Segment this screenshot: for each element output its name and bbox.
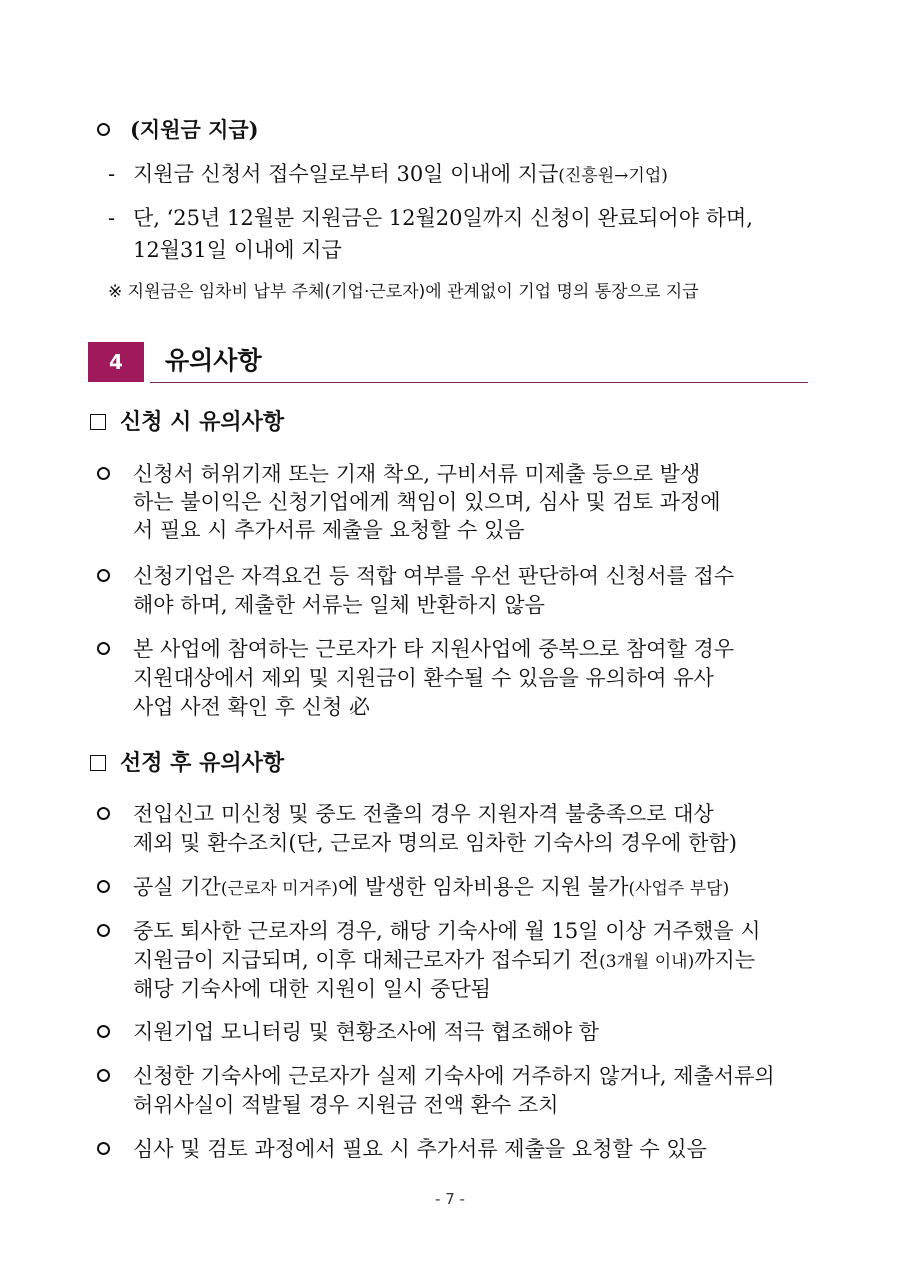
- payment-item-1: [133, 158, 668, 192]
- payment-title: (지원금 지급): [130, 117, 259, 142]
- bullet-circle-icon: [97, 123, 110, 136]
- after-item-2-prefix: 공실 기간: [133, 875, 221, 899]
- bullet-circle-icon: [97, 642, 110, 655]
- apply-item-2-line2: 해야 하며, 제출한 서류는 일체 반환하지 않음: [133, 593, 545, 617]
- after-item-5-line1: 신청한 기숙사에 근로자가 실제 기숙사에 거주하지 않거나, 제출서류의: [133, 1064, 775, 1088]
- bullet-circle-icon: [97, 1142, 110, 1155]
- after-item-3-line2b: (3개월 이내): [599, 952, 695, 972]
- after-item-3-line2c: 까지는: [694, 948, 756, 972]
- after-item-4: 지원기업 모니터링 및 현황조사에 적극 협조해야 함: [133, 1020, 600, 1044]
- page-number: - 7 -: [435, 1190, 465, 1208]
- payment-note: ※ 지원금은 임차비 납부 주체(기업·근로자)에 관계없이 기업 명의 통장으로 지급: [108, 282, 699, 302]
- apply-item-1-line1: 신청서 허위기재 또는 기재 착오, 구비서류 미제출 등으로 발생: [133, 462, 701, 486]
- bullet-circle-icon: [97, 1025, 110, 1038]
- dash-marker: -: [108, 162, 116, 186]
- bullet-circle-icon: [97, 924, 110, 937]
- dash-marker: -: [108, 206, 116, 230]
- payment-item-1-small: (진흥원→기업): [558, 166, 668, 186]
- payment-item-1-text: 지원금 신청서 접수일로부터 30일 이내에 지급: [133, 162, 559, 186]
- after-item-3-line1: 중도 퇴사한 근로자의 경우, 해당 기숙사에 월 15일 이상 거주했을 시: [133, 919, 761, 943]
- apply-item-2-line1: 신청기업은 자격요건 등 적합 여부를 우선 판단하여 신청서를 접수: [133, 564, 735, 588]
- after-item-2-small2: (사업주 부담): [628, 879, 730, 899]
- bullet-circle-icon: [97, 1069, 110, 1082]
- after-item-5-line2: 허위사실이 적발될 경우 지원금 전액 환수 조치: [133, 1093, 559, 1117]
- after-item-1-line1: 전입신고 미신청 및 중도 전출의 경우 지원자격 불충족으로 대상: [133, 802, 714, 826]
- after-item-2-mid: 에 발생한 임차비용은 지원 불가: [338, 875, 629, 899]
- section-title: 유의사항: [165, 346, 262, 375]
- bullet-circle-icon: [97, 569, 110, 582]
- apply-title: 신청 시 유의사항: [120, 410, 285, 435]
- after-item-2: [133, 871, 729, 905]
- bullet-circle-icon: [97, 880, 110, 893]
- after-title: 선정 후 유의사항: [120, 751, 285, 776]
- checkbox-square-icon: [90, 414, 106, 430]
- after-item-3-line3: 해당 기숙사에 대한 지원이 일시 중단됨: [133, 977, 491, 1001]
- apply-item-3-line3: 사업 사전 확인 후 신청 必: [133, 695, 370, 719]
- section-number-badge: 4: [88, 342, 144, 382]
- after-item-2-small1: (근로자 미거주): [220, 879, 339, 899]
- bullet-circle-icon: [97, 467, 110, 480]
- after-item-3-line2a: 지원금이 지급되며, 이후 대체근로자가 접수되기 전: [133, 948, 600, 972]
- apply-item-1-line3: 서 필요 시 추가서류 제출을 요청할 수 있음: [133, 518, 525, 542]
- bullet-circle-icon: [97, 807, 110, 820]
- section-divider: [150, 382, 808, 383]
- checkbox-square-icon: [90, 755, 106, 771]
- payment-item-2-line2: 12월31일 이내에 지급: [133, 238, 342, 262]
- apply-item-1-line2: 하는 불이익은 신청기업에게 책임이 있으며, 심사 및 검토 과정에: [133, 490, 721, 514]
- apply-item-3-line1: 본 사업에 참여하는 근로자가 타 지원사업에 중복으로 참여할 경우: [133, 637, 735, 661]
- after-item-1-line2: 제외 및 환수조치(단, 근로자 명의로 임차한 기숙사의 경우에 한함): [133, 831, 737, 855]
- payment-item-2-line1: 단, ‘25년 12월분 지원금은 12월20일까지 신청이 완료되어야 하며,: [133, 206, 753, 230]
- after-item-6: 심사 및 검토 과정에서 필요 시 추가서류 제출을 요청할 수 있음: [133, 1137, 707, 1161]
- apply-item-3-line2: 지원대상에서 제외 및 지원금이 환수될 수 있음을 유의하여 유사: [133, 666, 714, 690]
